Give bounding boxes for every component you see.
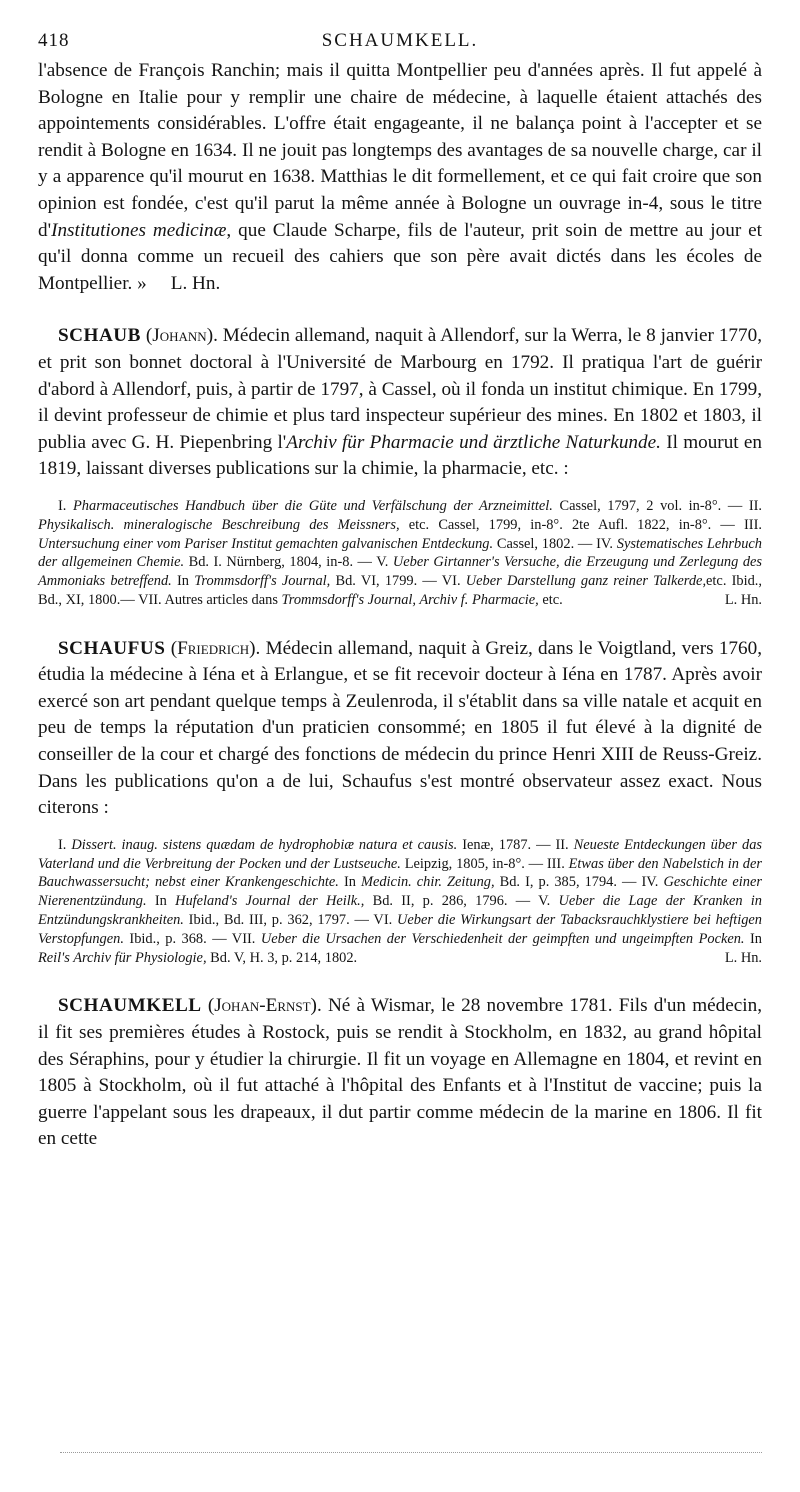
italic-title: Physikalisch. mineralogische Beschreibung des Meissners, — [38, 516, 400, 533]
bibliography — [38, 836, 762, 968]
entry-paragraph — [38, 323, 762, 483]
continuation-paragraph — [38, 58, 762, 297]
text-run: Bd. II, p. 286, 1796. — V. — [364, 893, 559, 910]
text-run: Ienæ, 1787. — II. — [457, 836, 574, 853]
text-run: Il mourut en 1819, laissant diverses publications sur la chimie, la pharmacie, etc. : — [38, 431, 762, 480]
text-run: Ibid., Bd. III, p. 362, 1797. — VI. — [183, 912, 398, 929]
italic-title: Etwas über den Nabelstich in der Bauchwassersucht; nebst einer Krankengeschichte. — [38, 855, 762, 891]
entry-headword: SCHAUFUS — [58, 637, 166, 659]
text-run: Cassel, 1797, 2 vol. in-8°. — II. — [552, 497, 762, 514]
italic-title: Hufeland's Journal der Heilk., — [175, 893, 365, 910]
entry-forename: (Friedrich). — [170, 637, 261, 659]
italic-title: Ueber die Lage der Kranken in Entzündungskrankheiten. — [38, 893, 762, 929]
italic-title: Ueber die Ursachen der Verschiedenheit der geimpften und ungeimpften Pocken. — [260, 930, 745, 947]
text-run: Ibid., p. 368. — VII. — [123, 930, 261, 947]
entry-paragraph — [38, 636, 762, 822]
italic-title: Medicin. chir. Zeitung, — [360, 874, 495, 891]
continuation-text: l'absence de François Ranchin; mais il quitta Montpellier peu d'années après. Il fut appelé à Bologne en Italie pour y remplir une chaire de médecine, à laquelle étaient attachés des appointements considérables. L'offre était engageante, il ne balança point à l'accepter et se rendit à Bologne en 1634. Il ne jouit pas longtemps des avantages de sa nouvelle charge, car il y a apparence qu'il mourut en 1638. Matthias le dit formellement, et ce qui fait croire que son opinion est fondée, c'est qu'il parut la même année à Bologne un ouvrage in-4, sous le titre d' — [38, 60, 762, 241]
entry-paragraph — [38, 993, 762, 1153]
text-run: Bd. I, p. 385, 1794. — IV. — [494, 874, 664, 891]
page-number: 418 — [38, 30, 70, 51]
italic-title: Neueste Entdeckungen über das Vaterland und die Verbreitung der Pocken und der Lustseuche. — [38, 836, 762, 872]
footer-rule — [60, 1452, 762, 1453]
book-title: Institutiones medicinæ — [51, 219, 227, 241]
text-run: Leipzig, 1805, in-8°. — III. — [400, 855, 569, 872]
entry-schaub — [38, 323, 762, 609]
text-run: In — [171, 573, 195, 590]
italic-title: Archiv für Pharmacie und ärztliche Naturkunde. — [286, 431, 661, 453]
text-run: In — [146, 893, 176, 910]
italic-title: Geschichte einer Nierenentzündung. — [38, 874, 762, 910]
italic-title: Ueber Girtanner's Versuche, die Erzeugung und Zerlegung des Ammoniaks betreffend. — [38, 554, 763, 590]
italic-title: Ueber die Wirkungsart der Tabacksrauchklystiere bei heftigen Verstopfungen. — [38, 912, 762, 947]
entry-schaufus — [38, 636, 762, 968]
text-run: I. — [58, 836, 72, 853]
running-head — [38, 30, 762, 58]
entry-schaumkell — [38, 993, 762, 1153]
entry-forename: (Johan-Ernst). — [207, 995, 322, 1017]
entry-headword: SCHAUMKELL — [58, 995, 202, 1017]
italic-title: Untersuchung einer vom Pariser Institut gemachten galvanischen Entdeckung. — [38, 535, 494, 552]
running-title: SCHAUMKELL. — [321, 30, 479, 51]
bibliography — [38, 497, 762, 610]
text-run: I. — [58, 497, 74, 514]
italic-title: Trommsdorff's Journal, — [194, 573, 331, 590]
text-run: etc. Cassel, 1799, in-8°. 2te Aufl. 1822, in-8°. — III. — [399, 516, 762, 533]
text-run: Bd. VI, 1799. — VI. — [330, 573, 466, 590]
text-run: Né à Wismar, le 28 novembre 1781. Fils d'un médecin, il fit ses premières études à Rostock, puis se rendit à Stockholm, en 1832, au grand hôpital des Séraphins, pour y étudier la chirurgie. Il fit un voyage en Allemagne en 1804, et revint en 1805 à Stockholm, où il fut attaché à l'hôpital des Enfants et à l'Institut de vaccine; puis la guerre l'appelant sous les drapeaux, il dut partir comme médecin de la marine en 1806. Il fit en cette — [38, 995, 763, 1150]
italic-title: Trommsdorff's Journal, Archiv f. Pharmacie, — [281, 591, 539, 608]
text-run: Médecin allemand, naquit à Greiz, dans le Voigtland, vers 1760, étudia la médecine à Iéna et à Erlangue, et se fit recevoir docteur à Iéna en 1787. Après avoir exercé son art pendant quelque temps à Zeulenroda, il s'établit dans sa ville natale et acquit en peu de temps la réputation d'un praticien consommé; en 1805 il fut élevé à la dignité de conseiller de la cour et chargé des fonctions de médecin du prince Henri XIII de Reuss-Greiz. Dans les publications qu'on a de lui, Schaufus s'est montré observateur assez exact. Nous citerons : — [38, 637, 762, 819]
italic-title: Systematisches Lehrbuch der allgemeinen Chemie. — [38, 535, 762, 571]
text-run: Bd. I. Nürnberg, 1804, in-8. — V. — [184, 554, 393, 571]
entry-forename: (Johann). — [145, 325, 218, 347]
continuation-text-end: , que Claude Scharpe, fils de l'auteur, prit soin de mettre au jour et qu'il donna comme un recueil des cahiers que son père avait dictés dans les écoles de Montpellier. » — [38, 219, 762, 294]
text-run: Bd. V, H. 3, p. 214, 1802. — [206, 949, 358, 966]
text-run: Médecin allemand, naquit à Allendorf, sur la Werra, le 8 janvier 1770, et prit son bonnet doctoral à l'Université de Marbourg en 1792. Il pratiqua l'art de guérir d'abord à Allendorf, puis, à partir de 1797, à Cassel, où il fonda un institut chimique. En 1799, il devint professeur de chimie et plus tard inspecteur supérieur des mines. En 1802 et 1803, il publia avec G. H. Piepenbring l' — [38, 325, 762, 453]
author-signature: L. Hn. — [724, 591, 762, 608]
text-run: etc. Ibid., Bd., XI, 1800.— VII. Autres articles dans — [38, 573, 763, 608]
text-run: Cassel, 1802. — IV. — [493, 535, 617, 552]
text-run: In — [338, 874, 361, 891]
italic-title: Pharmaceutisches Handbuch über die Güte und Verfälschung der Arzneimittel. — [73, 497, 553, 514]
author-signature: L. Hn. — [724, 949, 762, 966]
entry-headword: SCHAUB — [58, 325, 141, 347]
author-signature: L. Hn. — [170, 272, 221, 294]
italic-title: Dissert. inaug. sistens quædam de hydrophobiæ natura et causis. — [71, 836, 458, 853]
entries-list — [38, 323, 762, 1153]
italic-title: Reil's Archiv für Physiologie, — [38, 949, 207, 966]
text-run: etc. — [538, 591, 563, 608]
text-run: In — [744, 930, 762, 947]
italic-title: Ueber Darstellung ganz reiner Talkerde, — [465, 573, 707, 590]
document-page — [38, 30, 762, 1153]
